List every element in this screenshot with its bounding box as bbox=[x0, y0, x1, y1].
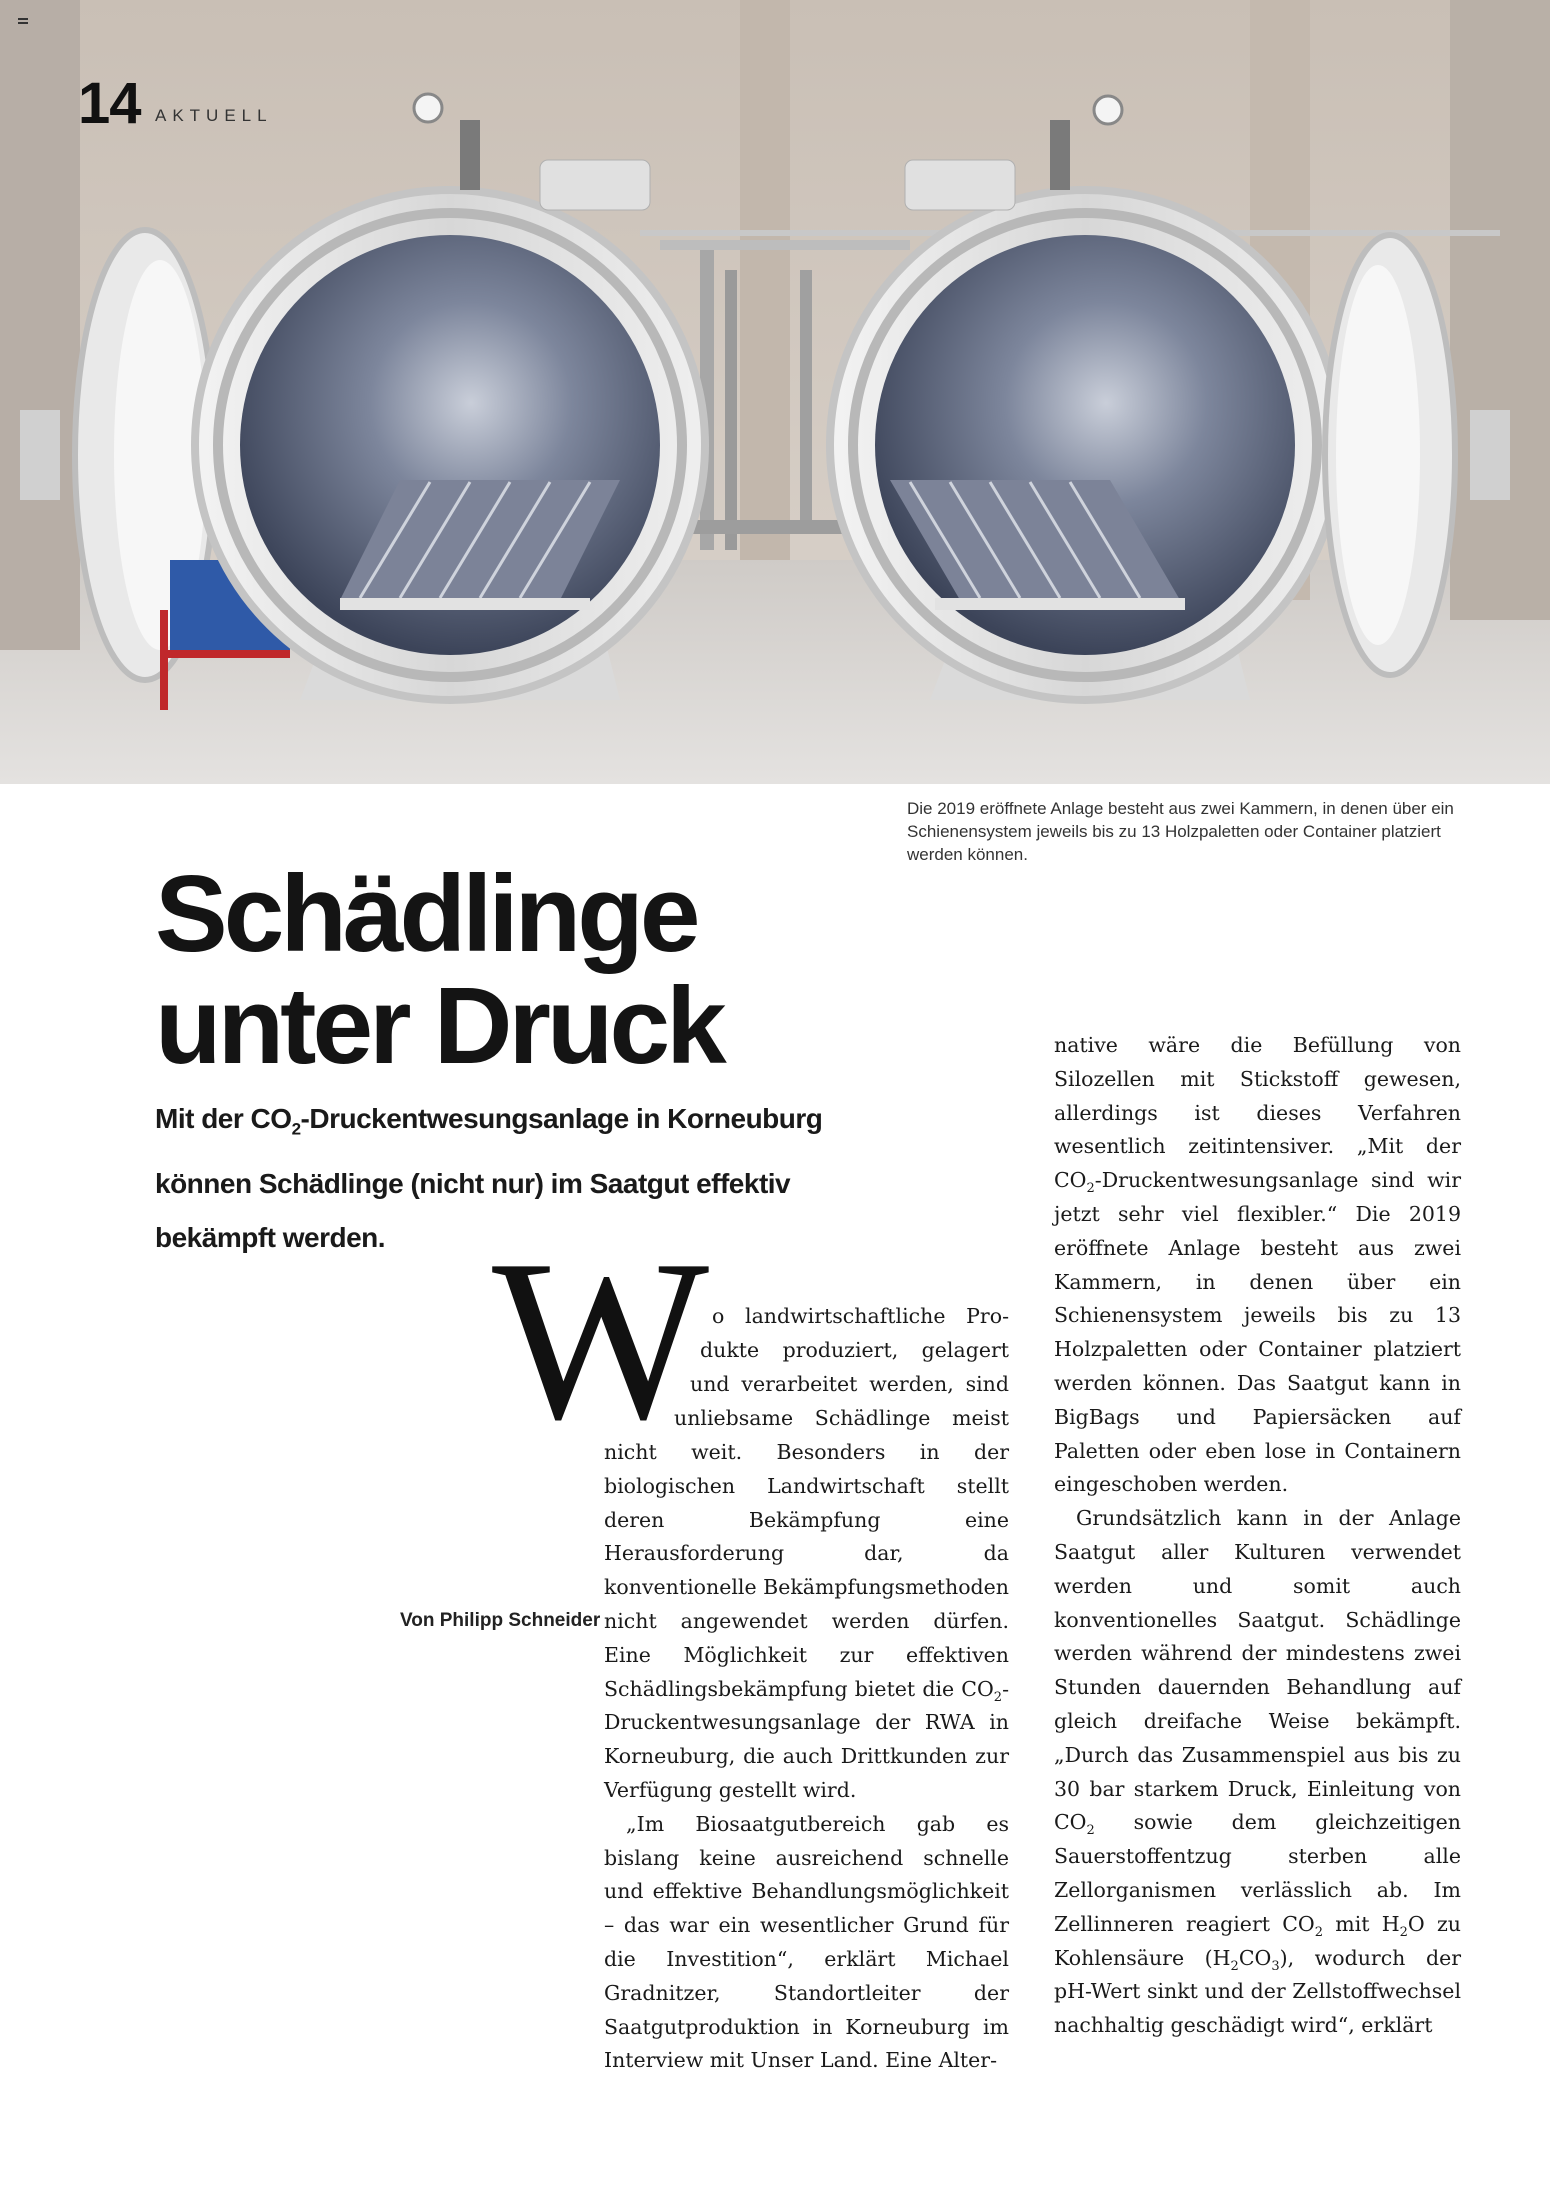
dek-subscript: 2 bbox=[291, 1119, 301, 1139]
paragraph: nicht weit. Besonders in der biologischen Landwirtschaft stellt deren Bekämpfung eine Herausforderung dar, da konventionelle Bekämpfungsmethoden nicht angewendet werden dürfen. Eine Möglichkeit zur effektiven Schädlingsbekämpfung bietet die $CO_2$-Druckentwesungsanlage der RWA in Korneuburg, die auch Drittkunden zur Verfügung gestellt wird. bbox=[604, 1440, 1009, 1802]
drop-line-1: o landwirtschaftliche Pro- bbox=[712, 1304, 1009, 1328]
photo-caption: Die 2019 eröffnete Anlage besteht aus zwei Kammern, in denen über ein Schienensystem jeweils bis zu 13 Holzpaletten oder Container platziert werden können. bbox=[907, 799, 1454, 864]
paragraph: native wäre die Befüllung von Silozellen mit Stickstoff gewesen, allerdings ist dieses Verfahren wesentlich zeitintensiver. „Mit der $CO_2$-Druckentwesungsanlage sind wir jetzt sehr viel flexibler.“ Die 2019 eröffnete Anlage besteht aus zwei Kammern, in denen über ein Schienensystem jeweils bis zu 13 Holzpaletten oder Container platziert werden können. Das Saatgut kann in BigBags und Papiersäcken auf Paletten oder eben lose in Containern eingeschoben werden. bbox=[1054, 1033, 1461, 1497]
headline-line-2: unter Druck bbox=[155, 965, 723, 1087]
paragraph: „Im Biosaatgutbereich gab es bislang keine ausreichend schnelle und effektive Behandlungsmöglichkeit – das war ein wesentlicher Grund für die Investition“, erklärt Michael Gradnitzer, Standortleiter der Saatgutproduktion in Korneuburg im Interview mit Unser Land. Eine Alter- bbox=[604, 1811, 1009, 2073]
paragraph: Grundsätzlich kann in der Anlage Saatgut aller Kulturen verwendet werden und somit auch konventionelles Saatgut. Schädlinge werden während der mindestens zwei Stunden dauernden Behandlung auf gleich dreifache Weise bekämpft. „Durch das Zusammenspiel aus bis zu 30 bar starkem Druck, Einleitung von $CO_2$ sowie dem gleichzeitigen Sauerstoffentzug sterben alle Zellorganismen verlässlich ab. Im Zellinneren reagiert $CO_2$ mit $H_2O$ zu Kohlensäure $(H_2CO_3)$, wodurch der pH-Wert sinkt und der Zellstoffwechsel nachhaltig geschädigt wird“, erklärt bbox=[1054, 1506, 1461, 2038]
dek-part-1: Mit der CO bbox=[155, 1103, 292, 1134]
drop-line-3: und verarbeitet werden, sind bbox=[690, 1372, 1009, 1396]
drop-line-2: dukte produziert, gelagert bbox=[700, 1338, 1009, 1362]
corner-mark bbox=[18, 18, 28, 24]
headline-line-1: Schädlinge bbox=[155, 853, 697, 975]
section-label: AKTUELL bbox=[155, 106, 273, 125]
drop-cap: W bbox=[492, 1212, 710, 1467]
body-column-2 bbox=[1054, 1029, 1461, 2041]
dek-part-2: -Druckentwesungsanlage in Korneuburg können Schädlinge (nicht nur) im Saatgut effektiv bekämpft werden. bbox=[155, 1103, 823, 1253]
byline: Von Philipp Schneider bbox=[400, 1610, 601, 1631]
drop-line-4: unliebsame Schädlinge meist bbox=[674, 1406, 1009, 1430]
body-column-1 bbox=[604, 1436, 1009, 2196]
page-number: 14 bbox=[78, 71, 141, 136]
headline bbox=[155, 853, 875, 1087]
